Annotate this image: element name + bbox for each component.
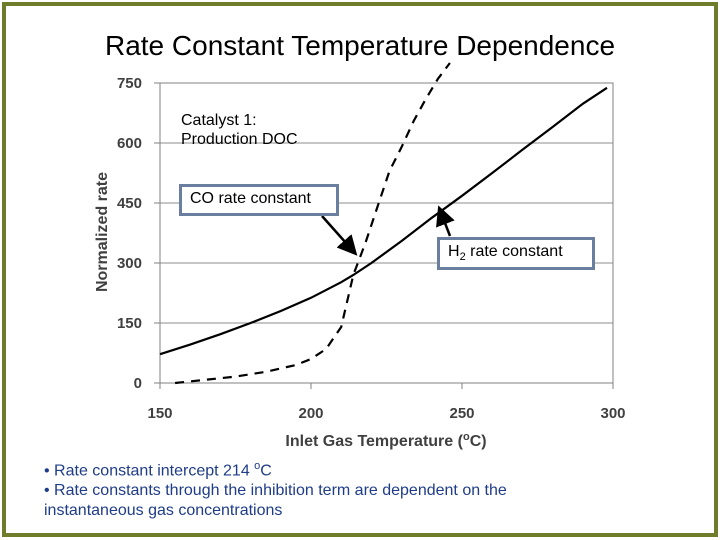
h2-arrow <box>440 210 450 236</box>
x-tick-label: 200 <box>298 405 324 422</box>
bullet-2: • Rate constants through the inhibition term are dependent on the <box>44 482 507 500</box>
catalyst-label-line2: Production DOC <box>181 131 298 148</box>
y-tick-label: 600 <box>116 135 142 152</box>
h2-label-main: H <box>448 243 460 260</box>
x-axis-label: Inlet Gas Temperature ($^o$C) <box>285 431 487 450</box>
co-rate-constant-label <box>179 184 339 216</box>
catalyst-label <box>181 111 298 149</box>
y-axis-label: Normalized rate <box>94 171 111 293</box>
y-tick-label: 750 <box>116 75 142 92</box>
bullet-1 <box>44 456 684 481</box>
slide-title: Rate Constant Temperature Dependence <box>104 30 616 61</box>
h2-label-sub: 2 <box>459 251 466 264</box>
bullet-1-sup: o <box>254 460 261 472</box>
y-tick-label: 450 <box>116 195 142 212</box>
bullet-2-cont: instantaneous gas concentrations <box>44 502 283 520</box>
x-tick-label: 300 <box>600 405 626 422</box>
y-tick-label: 0 <box>133 375 142 392</box>
y-tick-label: 150 <box>116 315 142 332</box>
bullet-1-unit: C <box>260 462 272 480</box>
h2-rate-constant-label <box>437 237 595 270</box>
x-tick-label: 150 <box>147 405 173 422</box>
bullet-1-text: • Rate constant intercept 214 <box>44 462 255 480</box>
x-tick-label: 250 <box>449 405 475 422</box>
bullet-list <box>44 456 684 521</box>
co-arrow <box>322 216 354 252</box>
catalyst-label-line1: Catalyst 1: <box>181 112 257 129</box>
h2-label-rest: rate constant <box>465 243 563 260</box>
co-label-text: CO rate constant <box>190 190 311 207</box>
y-tick-label: 300 <box>116 255 142 272</box>
